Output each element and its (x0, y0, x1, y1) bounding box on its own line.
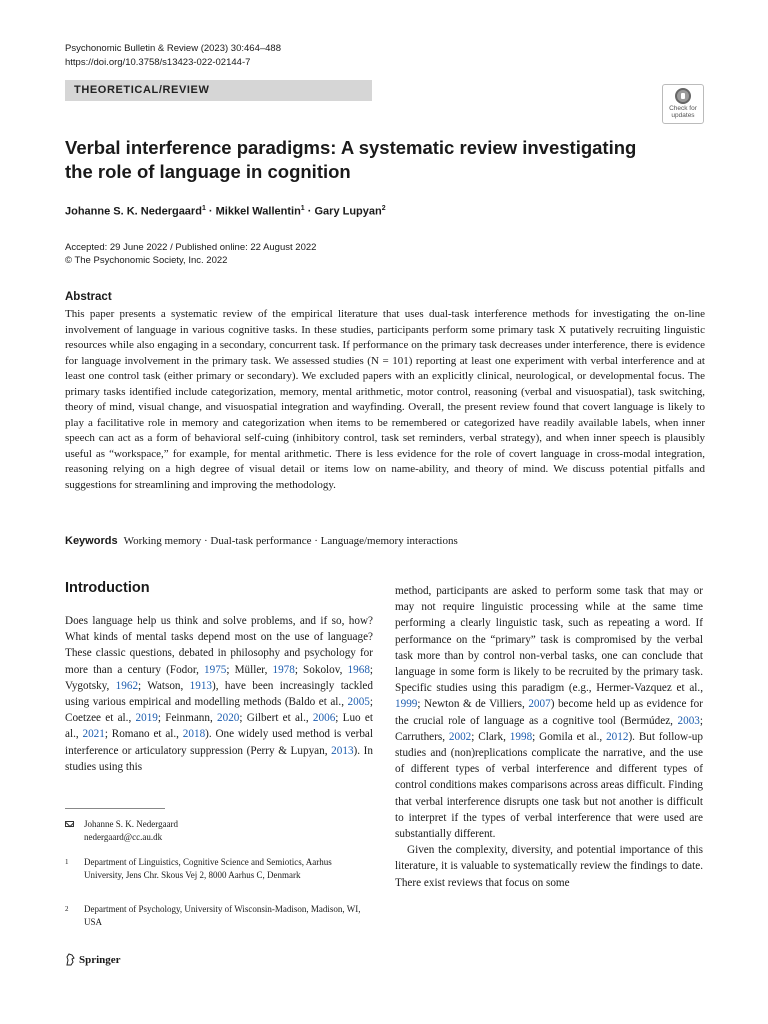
affiliation-footnote-1 (65, 856, 365, 881)
accepted-date: Accepted: 29 June 2022 (65, 242, 168, 253)
author-affiliation: 2 (381, 205, 386, 212)
body-text-run: method, participants are asked to perform some task that may or may not require linguistic processing while at the same time performing a clearly linguistic task, such as repeating a word. If performance on the “primary” task is compromised by the verbal task more than by control non-verbal tasks, one can conclude that language in some form is likely to be recruited by the primary task. Specific studies using this paradigm (e.g., Hermer-Vazquez et al., (395, 585, 703, 695)
citation-year-link[interactable]: 2006 (312, 712, 336, 725)
body-text-run: ; Romano et al., (104, 728, 183, 741)
corresponding-author: Johanne S. K. Nedergaard (84, 819, 179, 829)
citation-year-link[interactable]: 2019 (135, 712, 158, 725)
keywords (65, 535, 458, 547)
citation-year-link[interactable]: 2002 (448, 730, 472, 743)
body-text-run: ). But follow-up studies and (non)replications complicate the narrative, and the use of different types of verbal interference and different types of control conditions makes comparisons across areas difficult. Finding that verbal interference disrupts one task but not another is difficult to interpret if the types of verbal interference that were used are substantially different. (395, 730, 703, 841)
body-text-run: ; Clark, (471, 730, 510, 743)
intro-paragraph-1 (65, 613, 373, 775)
abstract-heading: Abstract (65, 291, 112, 303)
author-affiliation: 1 (201, 205, 206, 212)
body-text-run: ). One widely used method is verbal interference or articulatory suppression (Perry & Lupyan, (65, 728, 373, 757)
correspondence-footnote (65, 818, 345, 843)
check-updates-line2: updates (671, 112, 695, 119)
author-separator: · (304, 205, 315, 218)
body-text-run: ), have been increasingly tackled using various empirical and modelling methods (Baldo et al., (65, 679, 373, 709)
citation-year-link[interactable]: 1978 (272, 663, 295, 676)
publication-dates (65, 241, 316, 267)
section-banner: THEORETICAL/REVIEW (65, 80, 372, 101)
citation-year-link[interactable]: 2018 (182, 728, 206, 741)
citation-year-link[interactable]: 2020 (217, 712, 240, 725)
copyright: © The Psychonomic Society, Inc. 2022 (65, 255, 228, 266)
article-title: Verbal interference paradigms: A systematic review investigating the role of language in cognition (65, 137, 637, 182)
journal-citation: Psychonomic Bulletin & Review (2023) 30:464–488 (65, 43, 281, 54)
citation-year-link[interactable]: 2013 (331, 744, 354, 757)
affiliation-number: 2 (65, 905, 69, 913)
body-column-right (395, 583, 703, 891)
body-text-run: ; Feinmann, (157, 712, 218, 725)
keywords-list: Working memory · Dual-task performance · Language/memory interactions (123, 535, 458, 547)
body-text-run: Does language help us think and solve problems, and if so, how? What kinds of mental tasks depend most on the use of language? These classic questions, debated in philosophy and psychology for more than a century (Fodor, (65, 615, 373, 676)
publisher-logo (65, 953, 121, 966)
abstract-text: This paper presents a systematic review of the empirical literature that uses dual-task interference methods for investigating the on-line involvement of language in various cognitive tasks. In these studies, participants perform some primary task X putatively recruiting linguistic resources while also engaging in a secondary, concurrent task. If performance on the primary task decreases under interference, there is evidence for language involvement in the primary task. We assessed studies (N = 101) reporting at least one experiment with verbal interference and at least one control task (either primary or secondary). We excluded papers with an explicitly clinical, neurological, or developmental focus. The primary tasks identified include categorization, memory, mental arithmetic, motor control, reasoning (verbal and visuospatial), task switching, theory of mind, visual change, and visuospatial integration and wayfinding. Overall, the present review found that covert language is likely to play a facilitative role in memory and categorization when items to be remembered or categorized have readily available labels, when inner speech can act as a form of behavioral self-cuing (inhibitory control, task set reminders, verbal strategy), and when inner speech is plausibly useful as “workspace,” for example, for mental arithmetic. There is less evidence for the role of covert language in cross-modal integration, reasoning relying on a high degree of visual detail or items low on name-ability, and theory of mind. We discuss potential pitfalls and suggestions for streamlining and improving the methodology. (65, 308, 705, 491)
body-text-run: ; Carruthers, (395, 714, 703, 743)
intro-paragraph-3: Given the complexity, diversity, and potential importance of this literature, it is valuable to systematically review the findings to date. There exist reviews that focus on some (395, 844, 703, 889)
citation-year-link[interactable]: 1975 (204, 663, 227, 676)
citation-year-link[interactable]: 1962 (115, 679, 139, 692)
check-updates-icon (675, 88, 691, 104)
citation-year-link[interactable]: 2007 (528, 698, 551, 711)
citation-year-link[interactable]: 1999 (395, 698, 418, 711)
citation-year-link[interactable]: 2012 (606, 730, 629, 743)
body-text-run: ). In studies using this (65, 744, 374, 773)
springer-horse-icon (65, 953, 76, 966)
doi-link[interactable]: https://doi.org/10.3758/s13423-022-02144-7 (65, 57, 251, 68)
citation-year-link[interactable]: 2005 (347, 696, 370, 709)
check-for-updates-badge[interactable] (662, 84, 704, 124)
body-text-run: ; Müller, (226, 663, 273, 676)
envelope-icon (65, 818, 74, 831)
footnote-divider (65, 808, 165, 809)
affiliation-footnote-2 (65, 903, 365, 928)
published-date: / Published online: 22 August 2022 (167, 242, 317, 253)
publisher-name: Springer (79, 953, 121, 966)
author-name[interactable]: Gary Lupyan (314, 205, 382, 218)
citation-year-link[interactable]: 1998 (509, 730, 533, 743)
introduction-heading: Introduction (65, 580, 150, 596)
body-text-run: ; Gilbert et al., (239, 712, 313, 725)
affiliation-number: 1 (65, 858, 69, 866)
body-text-run: ; Coetzee et al., (65, 696, 373, 725)
body-text-run: ; Newton & de Villiers, (417, 698, 529, 711)
body-text-run: ; Gomila et al., (532, 730, 607, 743)
author-affiliation: 1 (300, 205, 305, 212)
keywords-label: Keywords (65, 535, 118, 547)
intro-paragraph-2 (395, 583, 703, 842)
author-name[interactable]: Johanne S. K. Nedergaard (65, 205, 202, 218)
body-text-run: ; Watson, (138, 679, 190, 692)
journal-header (65, 42, 281, 70)
citation-year-link[interactable]: 1913 (189, 679, 213, 692)
author-name[interactable]: Mikkel Wallentin (215, 205, 301, 218)
author-separator: · (205, 205, 216, 218)
corresponding-email[interactable]: nedergaard@cc.au.dk (84, 831, 163, 842)
affiliation-text: Department of Linguistics, Cognitive Science and Semiotics, Aarhus University, Jens Chr. Skous Vej 2, 8000 Aarhus C, Denmark (84, 857, 332, 880)
citation-year-link[interactable]: 1968 (347, 663, 370, 676)
citation-year-link[interactable]: 2003 (677, 714, 700, 727)
body-text-run: ; Vygotsky, (65, 663, 374, 692)
body-column-left (65, 613, 373, 775)
check-updates-line1: Check for (669, 105, 697, 112)
author-list (65, 205, 386, 218)
body-text-run: ; Luo et al., (65, 712, 373, 741)
body-text-run: ) become held up as evidence for the crucial role of language as a cognitive tool (Bermúdez, (395, 698, 703, 727)
citation-year-link[interactable]: 2021 (82, 728, 105, 741)
body-text-run: ; Sokolov, (294, 663, 348, 676)
affiliation-text: Department of Psychology, University of Wisconsin-Madison, Madison, WI, USA (84, 904, 361, 927)
